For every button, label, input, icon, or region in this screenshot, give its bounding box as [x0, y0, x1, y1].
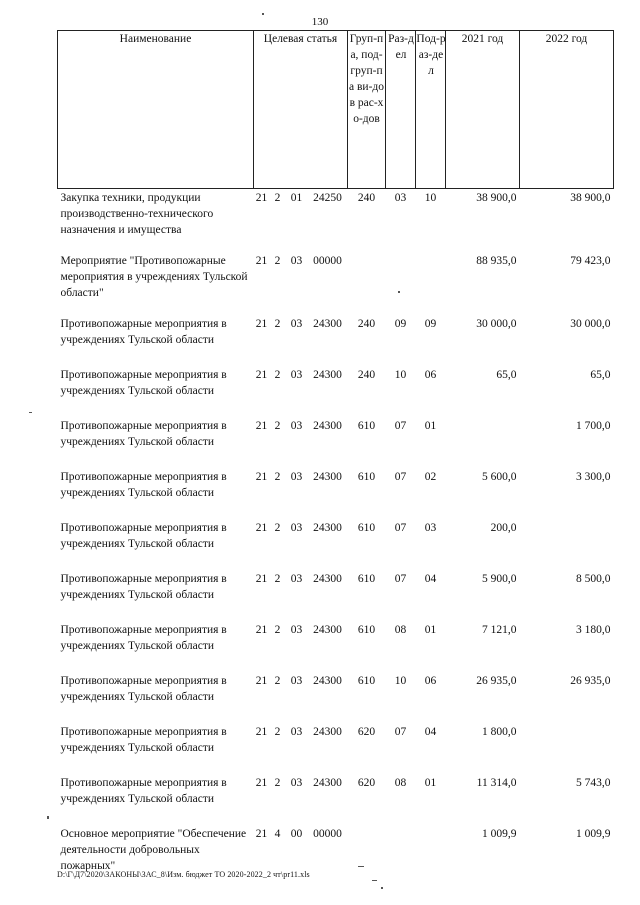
target-code-1: 21: [255, 420, 268, 432]
table-row: [58, 367, 614, 418]
target-code-3: 03: [290, 726, 303, 738]
target-code-4: 24300: [313, 777, 342, 789]
target-code-1: 21: [255, 255, 268, 267]
target-code-2: 2: [274, 777, 281, 789]
amount-2022: 38 900,0: [570, 192, 611, 204]
target-code-2: 2: [274, 420, 281, 432]
target-code-1: 21: [255, 471, 268, 483]
amount-2022: 1 700,0: [576, 420, 611, 432]
amount-2022: 26 935,0: [570, 675, 611, 687]
row-name: Противопожарные мероприятия в учреждениях Тульской области: [60, 624, 227, 652]
target-code-4: 24300: [313, 624, 342, 636]
subsection-code: 04: [424, 573, 437, 585]
header-2021: 2021 год: [446, 31, 520, 189]
subsection-code: 01: [424, 420, 437, 432]
section-code: 03: [394, 192, 407, 204]
page-number: 130: [311, 16, 329, 28]
target-code-3: 03: [290, 624, 303, 636]
expense-group: 610: [357, 420, 376, 432]
row-name: Противопожарные мероприятия в учреждениях Тульской области: [60, 573, 227, 601]
expense-group: 610: [357, 573, 376, 585]
header-target: Целевая статья: [254, 31, 348, 189]
target-code-2: 2: [274, 726, 281, 738]
scan-speck: [372, 880, 377, 881]
target-code-2: 2: [274, 675, 281, 687]
target-code-4: 24300: [313, 471, 342, 483]
target-code-3: 03: [290, 369, 303, 381]
expense-group: 240: [357, 318, 376, 330]
table-header: [58, 31, 614, 189]
amount-2021: 11 314,0: [476, 777, 517, 789]
amount-2022: 1 009,9: [576, 828, 611, 840]
table-row: [58, 673, 614, 724]
subsection-code: [416, 826, 446, 889]
scan-speck: [47, 816, 49, 819]
table-row: [58, 571, 614, 622]
target-code-3: 03: [290, 420, 303, 432]
target-code-1: 21: [255, 828, 268, 840]
section-code: 07: [394, 420, 407, 432]
amount-2021: 26 935,0: [476, 675, 517, 687]
scan-speck: [358, 866, 364, 867]
target-code-2: 2: [274, 471, 281, 483]
table-row: [58, 622, 614, 673]
budget-table: [57, 30, 614, 889]
target-code-4: 24300: [313, 675, 342, 687]
expense-group: 620: [357, 726, 376, 738]
row-name: Основное мероприятие "Обеспечение деятельности добровольных пожарных": [60, 828, 247, 872]
target-code-4: 00000: [313, 828, 342, 840]
amount-2021: 65,0: [496, 369, 517, 381]
amount-2022: 8 500,0: [576, 573, 611, 585]
section-code: 10: [394, 675, 407, 687]
amount-2022: 79 423,0: [570, 255, 611, 267]
section-code: [386, 253, 416, 316]
target-code-2: 2: [274, 369, 281, 381]
section-code: 10: [394, 369, 407, 381]
amount-2021: 88 935,0: [476, 255, 517, 267]
subsection-code: 10: [424, 192, 437, 204]
row-name: Мероприятие "Противопожарные мероприятия в учреждениях Тульской области": [60, 255, 248, 299]
section-code: 07: [394, 726, 407, 738]
target-code-2: 2: [274, 624, 281, 636]
target-code-3: 03: [290, 675, 303, 687]
target-code-1: 21: [255, 675, 268, 687]
expense-group: 240: [357, 369, 376, 381]
subsection-code: 06: [424, 369, 437, 381]
scan-speck: [29, 412, 32, 413]
target-code-2: 2: [274, 522, 281, 534]
expense-group: 240: [357, 192, 376, 204]
header-section: Раз-дел: [386, 31, 416, 189]
row-name: Противопожарные мероприятия в учреждениях Тульской области: [60, 471, 227, 499]
expense-group: 610: [357, 522, 376, 534]
section-code: 07: [394, 471, 407, 483]
row-name: Противопожарные мероприятия в учреждениях Тульской области: [60, 726, 227, 754]
section-code: [386, 826, 416, 889]
amount-2021: 1 800,0: [482, 726, 517, 738]
target-code-4: 24300: [313, 420, 342, 432]
target-code-1: 21: [255, 369, 268, 381]
target-code-2: 2: [274, 192, 281, 204]
target-code-2: 2: [274, 318, 281, 330]
table-row: [58, 189, 614, 254]
target-code-3: 03: [290, 471, 303, 483]
target-code-3: 03: [290, 255, 303, 267]
expense-group: 610: [357, 471, 376, 483]
amount-2022: 65,0: [590, 369, 611, 381]
header-2022: 2022 год: [520, 31, 614, 189]
scan-speck: [381, 887, 383, 889]
target-code-1: 21: [255, 777, 268, 789]
header-name: Наименование: [58, 31, 254, 189]
amount-2022: 3 180,0: [576, 624, 611, 636]
target-code-2: 4: [274, 828, 281, 840]
scan-speck: [262, 13, 264, 15]
subsection-code: 09: [424, 318, 437, 330]
subsection-code: [416, 253, 446, 316]
target-code-4: 24300: [313, 318, 342, 330]
target-code-4: 24300: [313, 573, 342, 585]
subsection-code: 02: [424, 471, 437, 483]
expense-group: 610: [357, 624, 376, 636]
target-code-3: 00: [290, 828, 303, 840]
amount-2021: 30 000,0: [476, 318, 517, 330]
target-code-3: 03: [290, 522, 303, 534]
row-name: Противопожарные мероприятия в учреждениях Тульской области: [60, 420, 227, 448]
amount-2022: [520, 724, 614, 775]
target-code-1: 21: [255, 318, 268, 330]
table-row: [58, 253, 614, 316]
target-code-4: 24300: [313, 369, 342, 381]
target-code-4: 00000: [313, 255, 342, 267]
section-code: 08: [394, 777, 407, 789]
expense-group: [348, 253, 386, 316]
subsection-code: 01: [424, 624, 437, 636]
target-code-4: 24300: [313, 522, 342, 534]
amount-2022: 3 300,0: [576, 471, 611, 483]
row-name: Противопожарные мероприятия в учреждениях Тульской области: [60, 777, 227, 805]
amount-2022: 5 743,0: [576, 777, 611, 789]
target-code-2: 2: [274, 255, 281, 267]
amount-2022: 30 000,0: [570, 318, 611, 330]
table-row: [58, 418, 614, 469]
target-code-4: 24300: [313, 726, 342, 738]
table-row: [58, 775, 614, 826]
table-row: [58, 826, 614, 889]
expense-group: [348, 826, 386, 889]
target-code-3: 03: [290, 777, 303, 789]
target-code-1: 21: [255, 624, 268, 636]
row-name: Противопожарные мероприятия в учреждениях Тульской области: [60, 369, 227, 397]
amount-2022: [520, 520, 614, 571]
section-code: 09: [394, 318, 407, 330]
target-code-1: 21: [255, 192, 268, 204]
section-code: 07: [394, 522, 407, 534]
row-name: Противопожарные мероприятия в учреждениях Тульской области: [60, 675, 227, 703]
table-row: [58, 316, 614, 367]
header-group: Груп-па, под-груп-па ви-дов рас-хо-дов: [348, 31, 386, 189]
subsection-code: 01: [424, 777, 437, 789]
target-code-3: 03: [290, 318, 303, 330]
amount-2021: [446, 418, 520, 469]
header-subsection: Под-раз-дел: [416, 31, 446, 189]
target-code-1: 21: [255, 573, 268, 585]
table-row: [58, 469, 614, 520]
amount-2021: 7 121,0: [482, 624, 517, 636]
subsection-code: 03: [424, 522, 437, 534]
target-code-1: 21: [255, 726, 268, 738]
amount-2021: 5 600,0: [482, 471, 517, 483]
subsection-code: 04: [424, 726, 437, 738]
subsection-code: 06: [424, 675, 437, 687]
scan-speck: [398, 291, 400, 293]
section-code: 07: [394, 573, 407, 585]
target-code-2: 2: [274, 573, 281, 585]
amount-2021: 38 900,0: [476, 192, 517, 204]
row-name: Противопожарные мероприятия в учреждениях Тульской области: [60, 522, 227, 550]
expense-group: 620: [357, 777, 376, 789]
amount-2021: 200,0: [490, 522, 517, 534]
target-code-3: 03: [290, 573, 303, 585]
target-code-3: 01: [290, 192, 303, 204]
file-path-footer: D:\Г\Д7\2020\ЗАКОНЫ\ЗАС_8\Изм. бюджет ТО 2020-2022_2 чт\pr11.xls: [57, 870, 310, 879]
row-name: Закупка техники, продукции производственно-технического назначения и имущества: [60, 192, 214, 236]
section-code: 08: [394, 624, 407, 636]
amount-2021: 5 900,0: [482, 573, 517, 585]
row-name: Противопожарные мероприятия в учреждениях Тульской области: [60, 318, 227, 346]
amount-2021: 1 009,9: [482, 828, 517, 840]
table-body: [58, 189, 614, 890]
expense-group: 610: [357, 675, 376, 687]
table-row: [58, 520, 614, 571]
target-code-1: 21: [255, 522, 268, 534]
table-row: [58, 724, 614, 775]
target-code-4: 24250: [313, 192, 342, 204]
